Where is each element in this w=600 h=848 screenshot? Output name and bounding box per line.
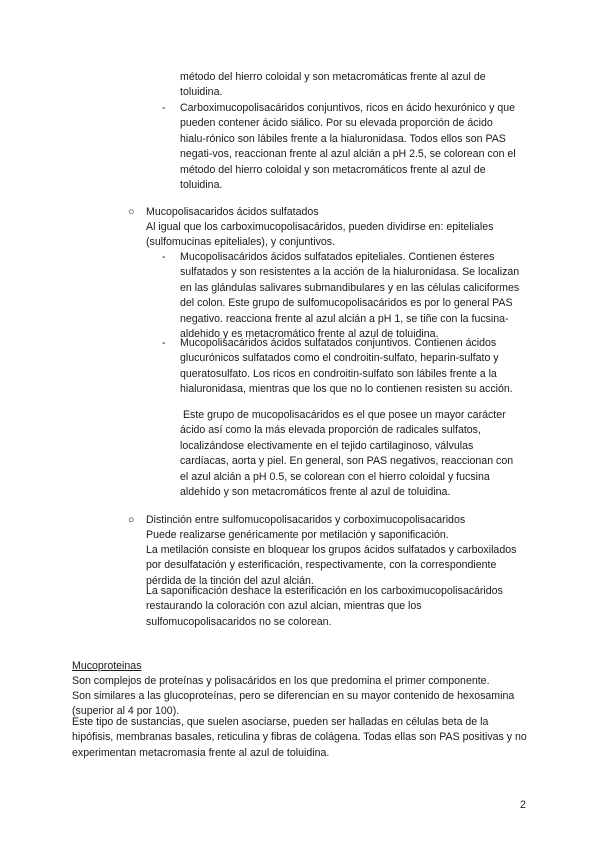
page-number: 2 — [520, 799, 526, 811]
list-item-conjuntivos-continued: Este grupo de mucopolisacáridos es el que posee un mayor carácter ácido así como la más elevada proporción de radicales sulfatos, localizándose electivamente en el tejido cartilaginoso, válvulas cardíacas, aorta y piel. En general, son PAS negativos, reaccionan con el azul alcián a pH 0.5, se colorean con el hierro coloidal y fucsina aldehído y son metacromáticos frente al azul de toluidina. — [180, 409, 517, 499]
paragraph: Este tipo de sustancias, que suelen asociarse, pueden ser halladas en células beta de la hipófisis, membranas basales, reticulina y fibras de colágena. Todas ellas son PAS positivas y no experimentan metacromasia frente al azul de toluidina. — [72, 716, 527, 759]
dash-bullet: - — [162, 337, 166, 349]
paragraph: La saponificación deshace la esterificación en los carboximucopolisacáridos restaurando la coloración con azul alcian, mientras que los sulfomucopolisacaridos no se colorean. — [146, 585, 503, 628]
list-item-epiteliales: Mucopolisacáridos ácidos sulfatados epiteliales. Contienen ésteres sulfatados y son resistentes a la acción de la hialuronidasa. Se localizan en las glándulas salivares submandibulares y en las células caliciformes del colon. Este grupo de sulfomucopolisacáridos es por lo general PAS negativo. reacciona frente al azul alcián a pH 1, se tiñe con la fucsina-aldehido y es metacromático frente al azul de toluidina. — [180, 251, 520, 341]
list-item-carboxi-conjuntivos: Carboximucopolisacáridos conjuntivos, ricos en ácido hexurónico y que pueden contener ácido siálico. Por su elevada proporción de ácido hialu-rónico son lábiles frente a la hialuronidasa. Todos ellos son PAS negati-vos, reaccionan frente al azul alcián a pH 2.5, se colorean con el método del hierro coloidal y son metacromáticos frente al azul de toluidina. — [180, 102, 516, 192]
dash-bullet: - — [162, 102, 166, 114]
circle-bullet: ○ — [128, 514, 135, 526]
section-intro-sulfatados: Al igual que los carboximucopolisacáridos, pueden dividirse en: epiteliales (sulfomucinas epiteliales), y conjuntivos. — [146, 221, 494, 249]
paragraph: Son similares a las glucoproteínas, pero se diferencian en su mayor contenido de hexosamina (superior al 4 por 100). — [72, 690, 515, 718]
circle-bullet: ○ — [128, 206, 135, 218]
paragraph: Puede realizarse genéricamente por metilación y saponificación. — [146, 529, 449, 541]
heading-mucoproteinas: Mucoproteinas — [72, 660, 142, 672]
list-item-conjuntivos: Mucopolisacáridos ácidos sulfatados conjuntivos. Contienen ácidos glucurónicos sulfatados como el condroitin-sulfato, heparin-sulfato y queratosulfato. Los ricos en condroitin-sulfato son lábiles frente a la hialuronidasa, mientras que los que no lo contienen resisten su acción. — [180, 337, 513, 396]
paragraph: La metilación consiste en bloquear los grupos ácidos sulfatados y carboxilados por desulfatación y esterificación, respectivamente, con la correspondiente pérdida de la tinción del azul alcián. — [146, 544, 517, 587]
section-title-distincion: Distinción entre sulfomucopolisacaridos y corboximucopolisacaridos — [146, 514, 466, 526]
paragraph: Son complejos de proteínas y polisacáridos en los que predomina el primer componente. — [72, 675, 490, 687]
continuation-text: método del hierro coloidal y son metacromáticas frente al azul de toluidina. — [180, 71, 486, 99]
section-title-sulfatados: Mucopolisacaridos ácidos sulfatados — [146, 206, 319, 218]
dash-bullet: - — [162, 251, 166, 263]
